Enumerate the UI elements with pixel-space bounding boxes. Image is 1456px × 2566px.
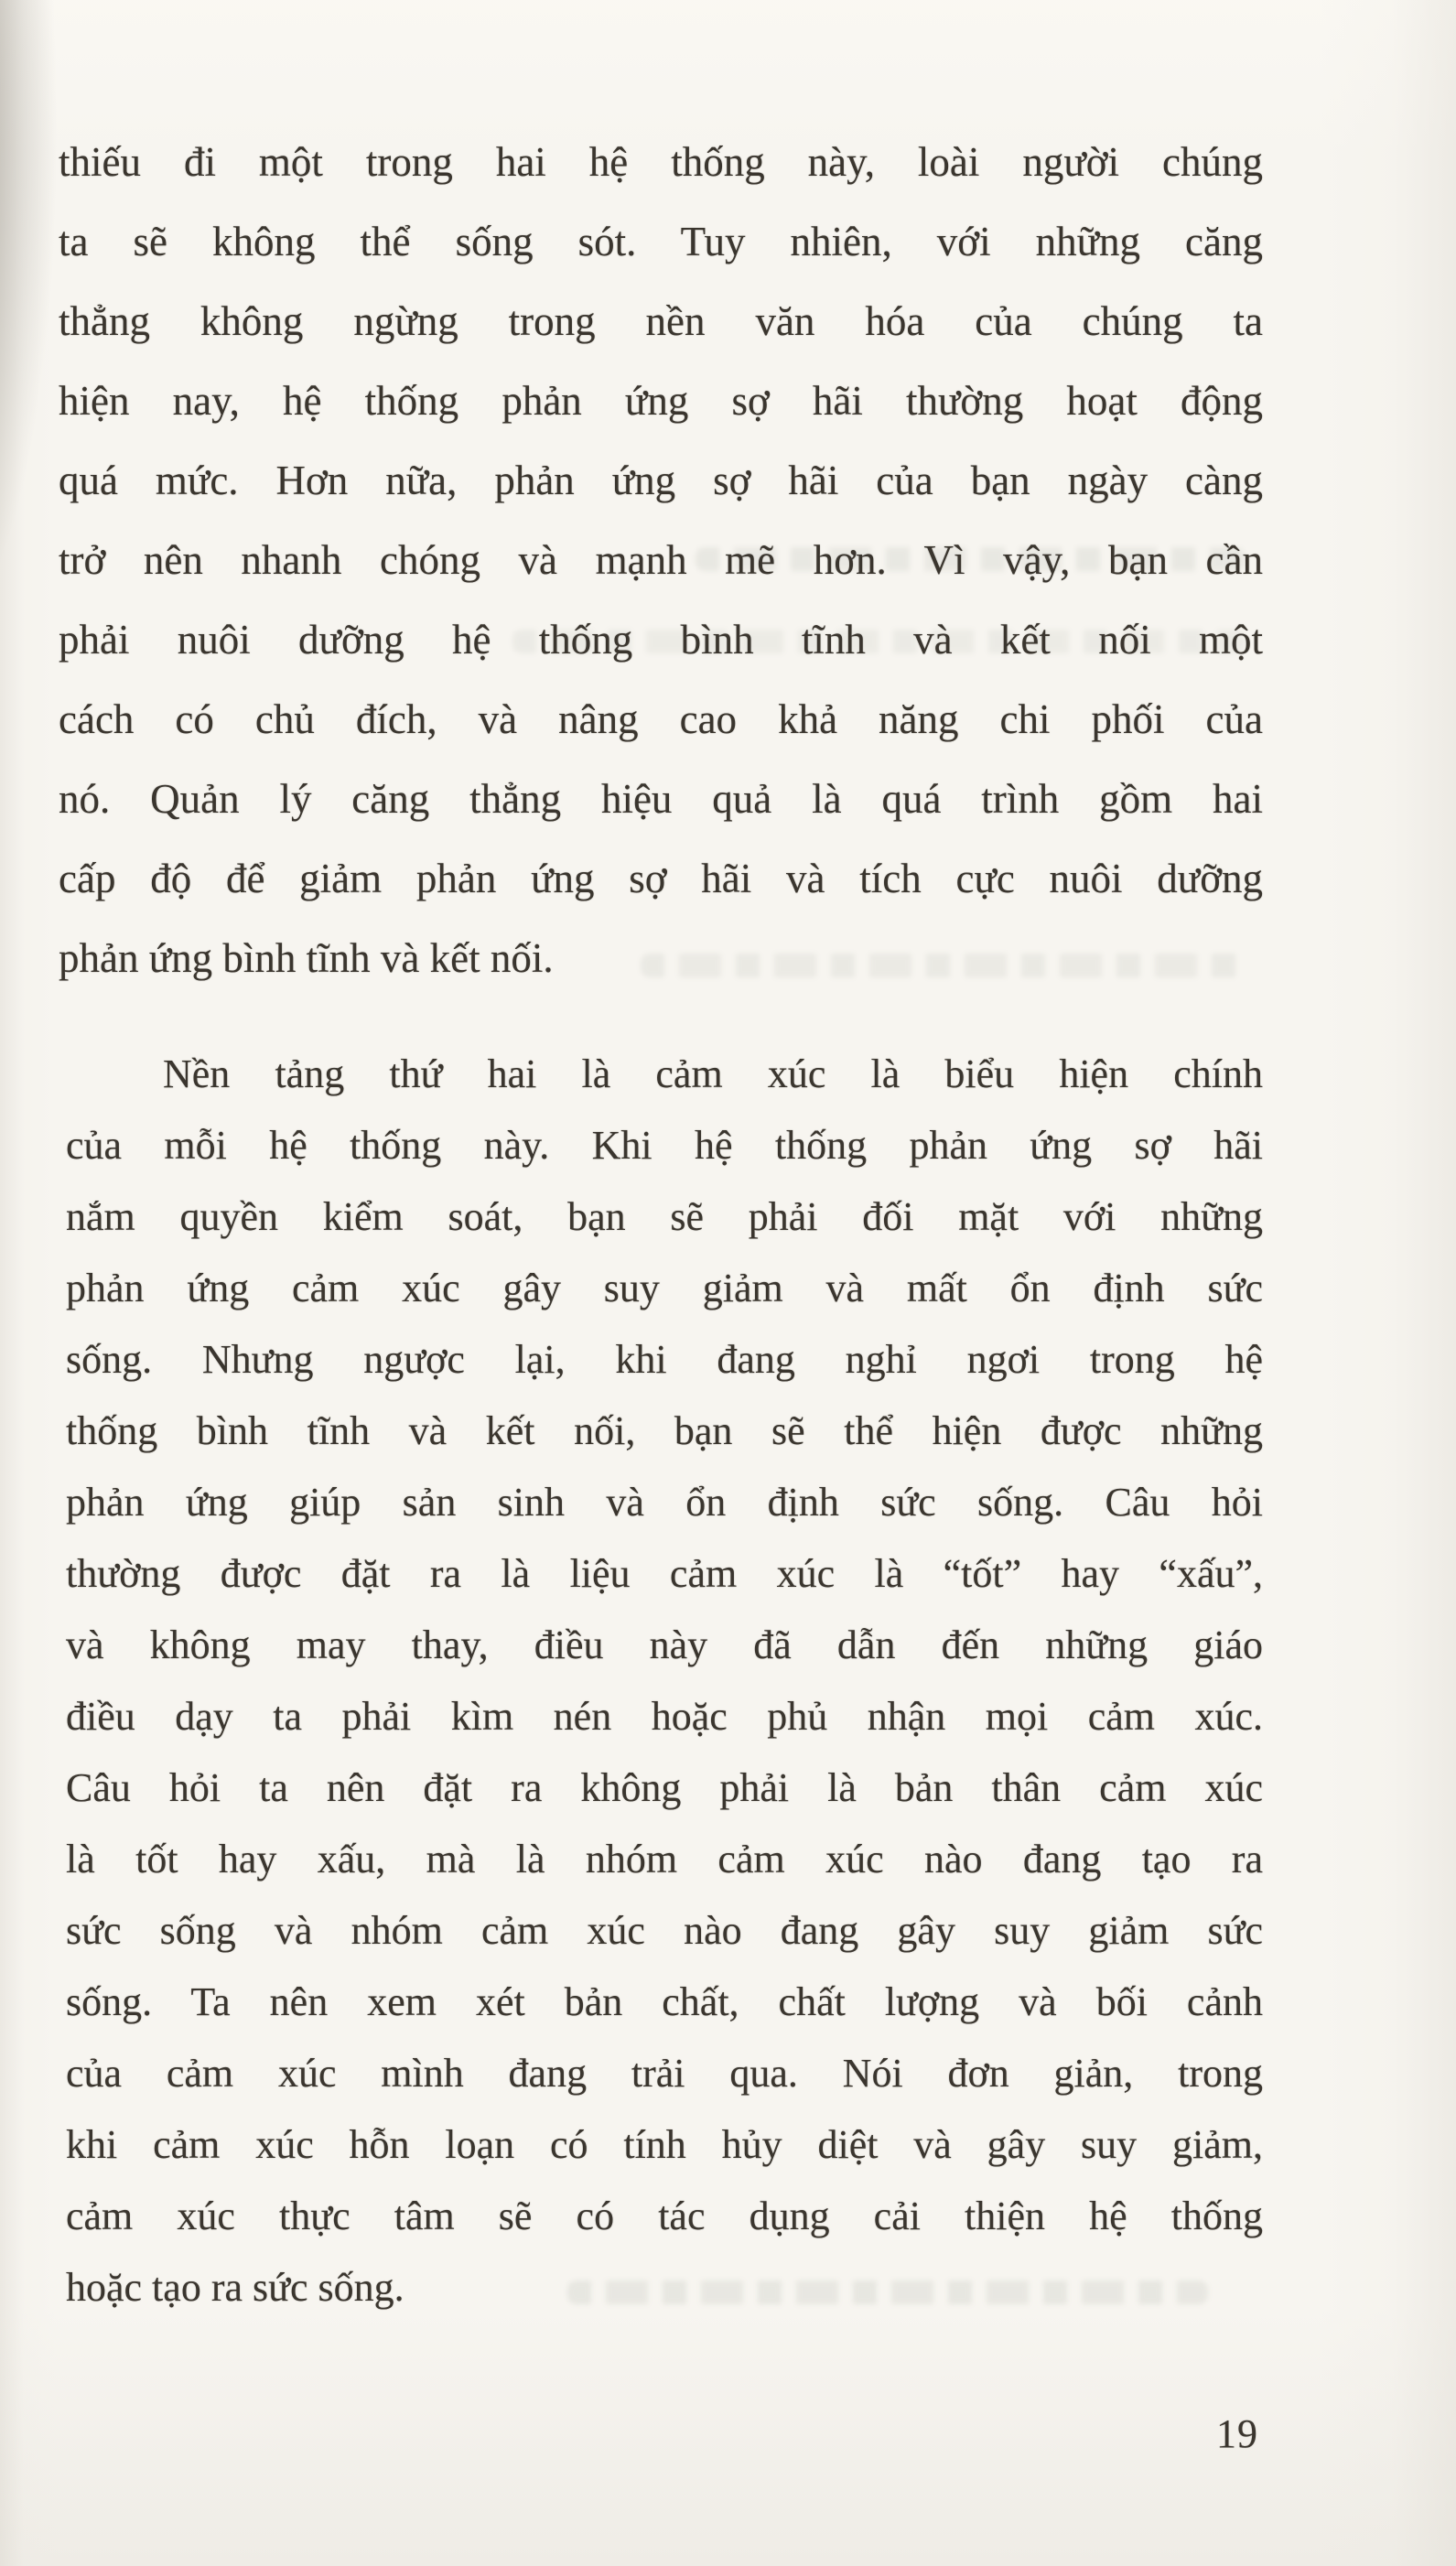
text-line: quá mức. Hơn nữa, phản ứng sợ hãi của bạn ngày càng (59, 458, 1263, 503)
text-line: khi cảm xúc hỗn loạn có tính hủy diệt và gây suy giảm, (66, 2122, 1263, 2167)
text-line: và không may thay, điều này đã dẫn đến những giáo (66, 1623, 1263, 1667)
text-line: cách có chủ đích, và nâng cao khả năng chi phối của (59, 696, 1263, 742)
text-line: sống. Nhưng ngược lại, khi đang nghỉ ngơi trong hệ (66, 1337, 1263, 1382)
text-line: điều dạy ta phải kìm nén hoặc phủ nhận mọi cảm xúc. (66, 1694, 1263, 1739)
paragraph-2 (59, 1039, 1263, 2323)
text-line: hiện nay, hệ thống phản ứng sợ hãi thường hoạt động (59, 378, 1263, 424)
text-line: sức sống và nhóm cảm xúc nào đang gây suy giảm sức (66, 1908, 1263, 1953)
text-line: phản ứng giúp sản sinh và ổn định sức sống. Câu hỏi (66, 1480, 1263, 1525)
page-number: 19 (1216, 2411, 1258, 2456)
text-line: nắm quyền kiểm soát, bạn sẽ phải đối mặt với những (66, 1194, 1263, 1239)
paragraph-1 (59, 123, 1263, 998)
text-line: của mỗi hệ thống này. Khi hệ thống phản ứng sợ hãi (66, 1123, 1263, 1168)
text-line: của cảm xúc mình đang trải qua. Nói đơn giản, trong (66, 2051, 1263, 2096)
text-line: phản ứng bình tĩnh và kết nối. (59, 935, 554, 981)
text-line: cảm xúc thực tâm sẽ có tác dụng cải thiện hệ thống (66, 2194, 1263, 2238)
text-line: nó. Quản lý căng thẳng hiệu quả là quá trình gồm hai (59, 776, 1263, 822)
text-line: sống. Ta nên xem xét bản chất, chất lượng và bối cảnh (66, 1979, 1263, 2024)
text-block (59, 123, 1263, 2323)
text-line: thiếu đi một trong hai hệ thống này, loài người chúng (59, 139, 1263, 185)
text-line: cấp độ để giảm phản ứng sợ hãi và tích cực nuôi dưỡng (59, 856, 1263, 901)
text-line: Câu hỏi ta nên đặt ra không phải là bản thân cảm xúc (66, 1765, 1263, 1810)
text-line: thẳng không ngừng trong nền văn hóa của chúng ta (59, 298, 1263, 344)
text-line: trở nên nhanh chóng và mạnh mẽ hơn. Vì vậy, bạn cần (59, 537, 1263, 583)
text-line: Nền tảng thứ hai là cảm xúc là biểu hiện chính (163, 1051, 1263, 1096)
text-line: thống bình tĩnh và kết nối, bạn sẽ thể hiện được những (66, 1408, 1263, 1453)
text-line: ta sẽ không thể sống sót. Tuy nhiên, với những căng (59, 219, 1263, 264)
text-line: phản ứng cảm xúc gây suy giảm và mất ổn định sức (66, 1266, 1263, 1310)
text-line: phải nuôi dưỡng hệ thống bình tĩnh và kết nối một (59, 617, 1263, 663)
text-line: là tốt hay xấu, mà là nhóm cảm xúc nào đang tạo ra (66, 1837, 1263, 1881)
text-line: thường được đặt ra là liệu cảm xúc là “tốt” hay “xấu”, (66, 1551, 1263, 1596)
text-line: hoặc tạo ra sức sống. (66, 2265, 404, 2310)
